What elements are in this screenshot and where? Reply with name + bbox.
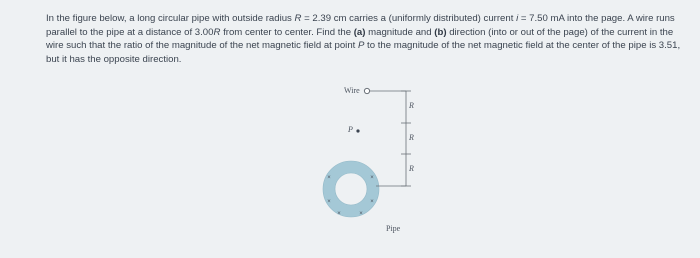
radius-label-3: R: [409, 164, 414, 173]
problem-text-run: magnitude and: [365, 26, 435, 38]
radius-label-2: R: [409, 133, 414, 142]
current-into-page-mark: ×: [327, 175, 331, 181]
pipe-ring: [329, 167, 373, 211]
current-into-page-mark: ×: [370, 199, 374, 205]
problem-text-run: P: [357, 40, 365, 52]
problem-text-run: = 7.50 mA into the page. A wire runs parallel to the pipe at a distance of 3.00: [46, 13, 675, 38]
pipe-label: Pipe: [386, 224, 401, 233]
current-into-page-mark: ×: [359, 211, 363, 217]
wire-marker: [364, 88, 369, 93]
current-into-page-mark: ×: [370, 175, 374, 181]
pipe-inner-edge: [335, 173, 367, 205]
problem-text-run: direction (into or out of the page) of the current in the wire such that the ratio of the magnitude of the net magnetic field at point: [46, 26, 674, 52]
current-into-page-mark: ×: [327, 199, 331, 205]
problem-text-run: to the magnitude of the net magnetic field at the center of the pipe is 3.51, but it has the opposite direction.: [46, 40, 681, 65]
problem-text-run: R: [294, 13, 302, 24]
problem-text-run: = 2.39 cm carries a (uniformly distributed) current: [301, 13, 517, 24]
point-p-dot: [356, 129, 359, 132]
problem-text-run: (a): [353, 26, 366, 38]
problem-text-run: (b): [434, 26, 447, 38]
point-p-label: P: [348, 125, 353, 134]
current-into-page-mark: ×: [337, 211, 341, 217]
radius-label-1: R: [409, 101, 414, 110]
problem-text-run: i: [516, 13, 519, 24]
wire-label: Wire: [344, 86, 360, 95]
problem-text-run: In the figure below, a long circular pipe with outside radius: [46, 13, 295, 24]
problem-text-run: R: [213, 26, 221, 38]
problem-text-run: from center to center. Find the: [220, 26, 354, 38]
